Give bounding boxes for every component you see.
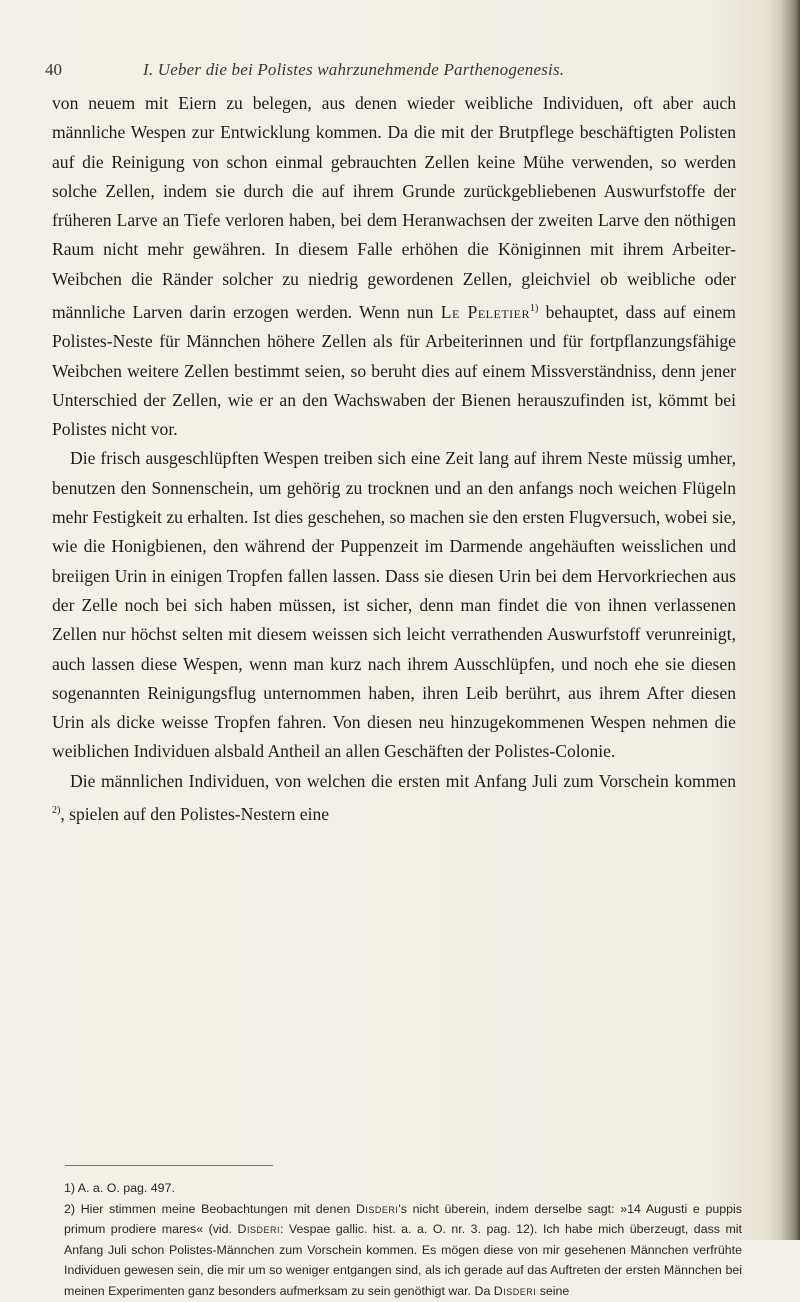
footnote-text: 's nicht überein, indem derselbe sagt: »14 Augusti e puppis primum prodiere mares« (vid. (64, 1201, 743, 1237)
footnote (52, 1199, 742, 1302)
author-name: Le Peletier (440, 301, 530, 322)
footnote-reference[interactable]: 1) (530, 303, 539, 315)
running-title: I. Ueber die bei Polistes wahrzunehmende Parthenogenesis. (143, 60, 565, 79)
paragraph-text: , spielen auf den Polistes-Nestern eine (60, 803, 330, 824)
paragraph-text: von neuem mit Eiern zu belegen, aus denen wieder weibliche Individuen, oft aber auch männliche Wespen zur Entwicklung kommen. Da die mit der Brutpflege beschäftigten Polisten auf die Reinigung von schon einmal gebrauchten Zellen keine Mühe verwenden, so werden solche Zellen, indem sie durch die auf ihrem Grunde zurückgebliebenen Auswurfstoffe der früheren Larve an Tiefe verloren haben, bei dem Heranwachsen der zweiten Larve den nöthigen Raum nicht mehr gewähren. In diesem Falle erhöhen die Königinnen mit ihrem Arbeiter-Weibchen die Ränder solcher zu niedrig gewordenen Zellen, gleichviel ob weibliche oder männliche Larven darin erzogen werden. Wenn nun (52, 93, 736, 322)
page-edge-shadow (768, 0, 800, 1240)
footnote: 1) A. a. O. pag. 497. (64, 1181, 175, 1195)
author-name: Disderi (237, 1222, 280, 1237)
footnote-text: 2) Hier stimmen meine Beobachtungen mit denen (64, 1201, 356, 1216)
author-name: Disderi (355, 1201, 399, 1216)
footnote-text: : Vespae gallic. hist. a. a. O. nr. 3. pag. 12). Ich habe mich überzeugt, dass mit Anfang Juli schon Polistes-Männchen zum Vorschein kommen. Es mögen diese von mir gesehenen Männchen verfrühte Individuen gewesen sein, die mir um so weniger entgangen sind, als ich gerade auf das Auftreten der ersten Männchen bei meinen Experimenten ganz besonders aufmerksam zu sein genöthigt war. Da (64, 1222, 742, 1298)
footnote-divider (65, 1165, 273, 1166)
paragraph: Die frisch ausgeschlüpften Wespen treiben sich eine Zeit lang auf ihrem Neste müssig umher, benutzen den Sonnenschein, um gehörig zu trocknen und an den anfangs noch weichen Flügeln mehr Festigkeit zu erhalten. Ist dies geschehen, so machen sie den ersten Flugversuch, wobei sie, wie die Honigbienen, den während der Puppenzeit im Darmende angehäuften weisslichen und breiigen Urin in einigen Tropfen fallen lassen. Dass sie diesen Urin bei dem Hervorkriechen aus der Zelle noch bei sich haben müssen, ist sicher, denn man findet die von ihnen verlassenen Zellen nur höchst selten mit diesem weissen sich leicht verrathenden Auswurfstoff verunreinigt, auch lassen diese Wespen, wenn man kurz nach ihrem Ausschlüpfen, und noch ehe sie diesen sogenannten Reinigungsflug unternommen haben, ihren Leib berührt, aus ihrem After diesen Urin als dicke weisse Tropfen fahren. Von diesen neu hinzugekommenen Wespen nehmen die weiblichen Individuen alsbald Antheil an allen Geschäften der Polistes-Colonie. (52, 448, 737, 762)
footnote-text: seine (536, 1283, 570, 1298)
paragraph (52, 767, 736, 829)
author-name: Disderi (493, 1283, 537, 1298)
main-text (52, 89, 736, 829)
paragraph-text: Die männlichen Individuen, von welchen die ersten mit Anfang Juli zum Vorschein kommen (70, 770, 736, 791)
page-number: 40 (45, 60, 62, 79)
footnote-reference[interactable]: 2) (52, 804, 61, 816)
paragraph (52, 89, 736, 444)
running-header (45, 58, 735, 88)
paragraph-text: behauptet, dass auf einem Polistes-Neste für Männchen höhere Zellen als für Arbeiterinnen und für fortpflanzungsfähige Weibchen weitere Zellen bestimmt seien, so beruht dies auf einem Missverständniss, denn jener Unterschied der Zellen, wie er an den Wachswaben der Bienen herauszufinden ist, kömmt bei Polistes nicht vor. (52, 301, 736, 440)
